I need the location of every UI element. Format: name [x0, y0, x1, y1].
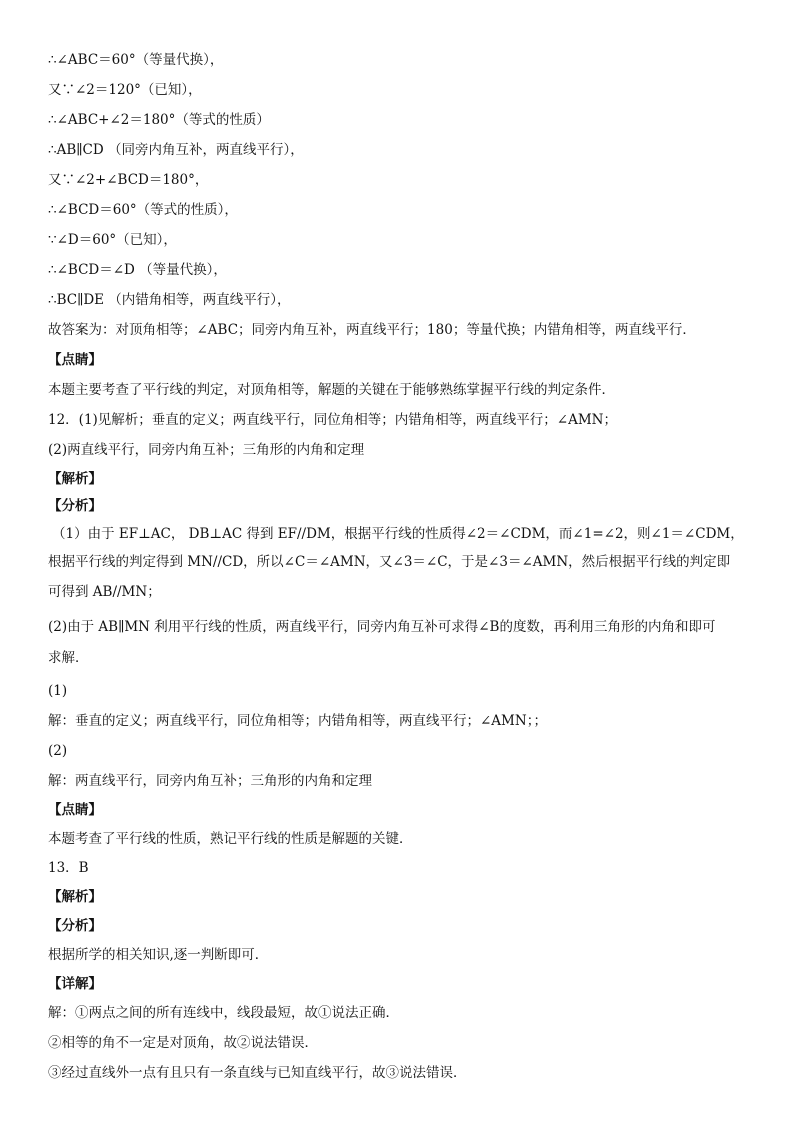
proof-line-3: ∴∠ABC+∠2＝180°（等式的性质）	[48, 112, 270, 128]
section-heading-fenxi-2: 【分析】	[48, 918, 102, 934]
solution-line-2: 解：两直线平行，同旁内角互补；三角形的内角和定理	[48, 773, 372, 789]
section-heading-jiexi: 【解析】	[48, 471, 102, 487]
section-heading-fenxi: 【分析】	[48, 498, 102, 514]
section-heading-xiangjie: 【详解】	[48, 976, 102, 992]
detail-line-3: ③经过直线外一点有且只有一条直线与已知直线平行，故③说法错误．	[48, 1065, 467, 1081]
analysis-line-3: 可得到 AB//MN；	[48, 584, 161, 600]
section-heading-jiexi-2: 【解析】	[48, 889, 102, 905]
analysis-line-q13: 根据所学的相关知识,逐一判断即可．	[48, 947, 269, 963]
part-label-2: (2)	[48, 743, 68, 759]
proof-line-9: ∴BC∥DE （内错角相等，两直线平行），	[48, 292, 291, 308]
proof-line-8: ∴∠BCD＝∠D （等量代换），	[48, 262, 227, 278]
proof-line-1: ∴∠ABC＝60°（等量代换），	[48, 52, 224, 68]
answer-line: 故答案为：对顶角相等；∠ABC；同旁内角互补，两直线平行；180；等量代换；内错角相等，两直线平行．	[48, 322, 696, 338]
q13-answer: 13．B	[48, 860, 89, 876]
detail-line-1: 解：①两点之间的所有连线中，线段最短，故①说法正确．	[48, 1005, 399, 1021]
analysis-line-2: 根据平行线的判定得到 MN//CD，所以∠C＝∠AMN，又∠3＝∠C，于是∠3＝∠AMN，然后根据平行线的判定即	[48, 554, 731, 570]
analysis-line-5: 求解．	[48, 650, 89, 666]
proof-line-5: 又∵∠2+∠BCD＝180°，	[48, 172, 209, 188]
proof-line-6: ∴∠BCD＝60°（等式的性质），	[48, 202, 238, 218]
comment-line-2: 本题考查了平行线的性质，熟记平行线的性质是解题的关键．	[48, 831, 413, 847]
section-heading-dianjing-2: 【点睛】	[48, 802, 102, 818]
section-heading-dianjing: 【点睛】	[48, 352, 102, 368]
proof-line-7: ∵∠D＝60°（已知），	[48, 232, 177, 248]
part-label-1: (1)	[48, 683, 68, 699]
q12-answer-part2: (2)两直线平行，同旁内角互补；三角形的内角和定理	[48, 442, 365, 458]
comment-line: 本题主要考查了平行线的判定，对顶角相等，解题的关键在于能够熟练掌握平行线的判定条件．	[48, 382, 615, 398]
analysis-line-1: （1）由于 EF⊥AC， DB⊥AC 得到 EF//DM，根据平行线的性质得∠2＝∠CDM，而∠1=∠2，则∠1＝∠CDM，	[52, 526, 744, 542]
analysis-line-4: (2)由于 AB∥MN 利用平行线的性质，两直线平行，同旁内角互补可求得∠B的度数，再利用三角形的内角和即可	[48, 619, 716, 635]
proof-line-2: 又∵∠2＝120°（已知），	[48, 82, 202, 98]
solution-line-1: 解：垂直的定义；两直线平行，同位角相等；内错角相等，两直线平行；∠AMN；；	[48, 713, 547, 729]
q12-answer-part1: 12．(1)见解析；垂直的定义；两直线平行，同位角相等；内错角相等，两直线平行；∠AMN；	[48, 412, 617, 428]
proof-line-4: ∴AB∥CD （同旁内角互补，两直线平行），	[48, 142, 304, 158]
detail-line-2: ②相等的角不一定是对顶角，故②说法错误．	[48, 1035, 318, 1051]
